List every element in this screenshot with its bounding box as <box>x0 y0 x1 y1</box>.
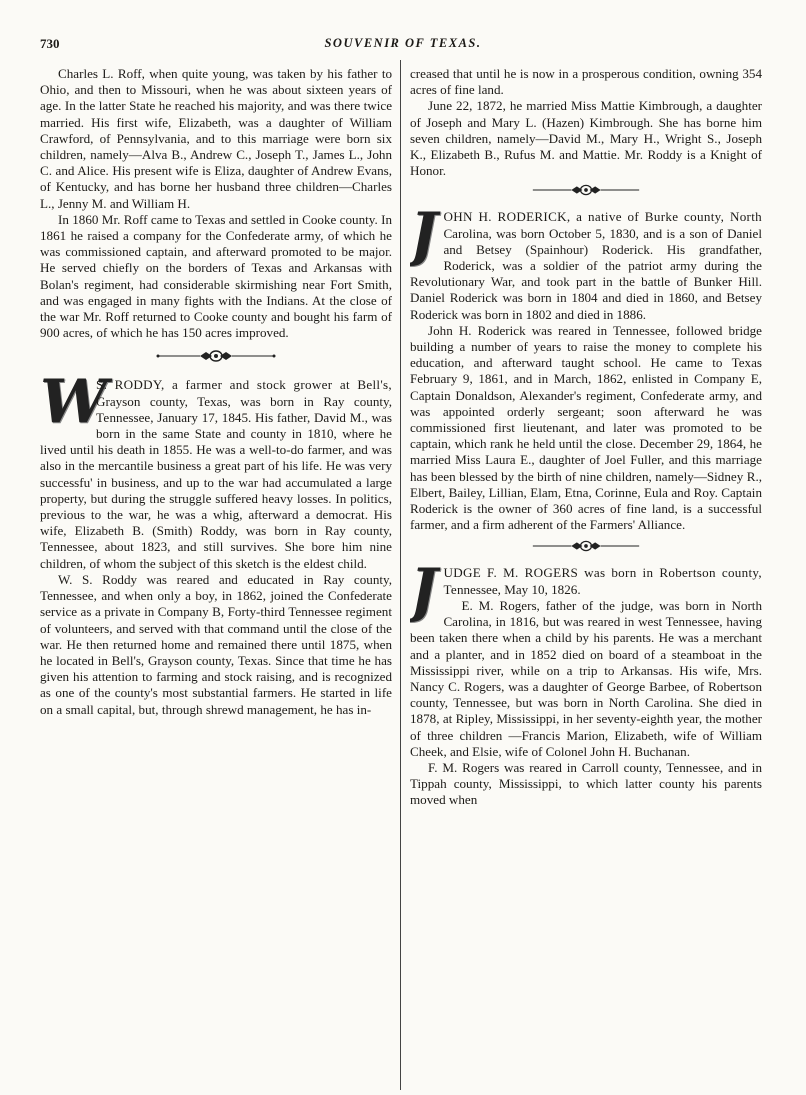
roff-paragraph-1: Charles L. Roff, when quite young, was taken by his father to Ohio, and then to Missouri, when he was about sixteen years of age. In the latter State he reached his majority, and was there twice married. His first wife, Elizabeth, was a daughter of William Crawford, of Pennsylvania, and to this marriage were born six children, namely—Alva B., Andrew C., Joseph T., James L., John C. and Alice. His present wife is Eliza, daughter of Andrew Evans, of Kentucky, and has borne her husband three children—Charles L., Jenny M. and William H. <box>40 66 392 211</box>
dropcap-w: W <box>40 367 108 438</box>
rogers-entry <box>410 556 762 759</box>
roddy-entry <box>40 367 392 571</box>
roddy-paragraph-3: June 22, 1872, he married Miss Mattie Kimbrough, a daughter of Joseph and Mary L. (Hazen) Kimbrough. She has borne him seven children, namely—David M., Mary H., Wright S., Joseph K., Elizabeth B., Rufus M. and Mattie. Mr. Roddy is a Knight of Honor. <box>410 98 762 179</box>
rogers-paragraph-1b: E. M. Rogers, father of the judge, was born in North Carolina, in 1816, but was reared in west Tennessee, having been taken there when a child by his parents. He was a merchant and a planter, and in 1852 died on board of a steamboat in the Mississippi river, while on a trip to Arkansas. His wife, Mrs. Nancy C. Rogers, was a daughter of George Barbee, of Robertson county, Tennessee, but was born in North Carolina. She died in 1878, at Ripley, Mississippi, in her seventy-eighth year, the mother of three children —Francis Marion, Elizabeth, wife of William Cheek, and Elsie, wife of Colonel John H. Buchanan. <box>410 597 762 759</box>
right-column <box>410 66 762 1086</box>
scroll-ornament-icon <box>531 539 641 553</box>
rogers-lead-paragraph: UDGE F. M. ROGERS was born in Robertson county, Tennessee, May 10, 1826. <box>443 565 762 597</box>
column-divider <box>400 60 401 1090</box>
section-ornament-2 <box>410 183 762 201</box>
section-ornament-3 <box>410 539 762 557</box>
dropcap-j-2: J <box>410 556 438 625</box>
section-ornament <box>40 349 392 367</box>
rogers-paragraph-2: F. M. Rogers was reared in Carroll county, Tennessee, and in Tippah county, Mississippi, to which latter county his parents moved when <box>410 759 762 808</box>
left-column <box>40 66 392 1086</box>
scroll-ornament-icon <box>531 183 641 197</box>
page-header <box>40 36 766 58</box>
scroll-ornament-icon <box>156 349 276 363</box>
dropcap-j: J <box>410 200 438 269</box>
page-number: 730 <box>40 36 60 51</box>
roddy-continued: creased that until he is now in a prosperous condition, owning 354 acres of fine land. <box>410 66 762 98</box>
running-head: SOUVENIR OF TEXAS. <box>324 36 482 50</box>
roderick-paragraph-2: John H. Roderick was reared in Tennessee, followed bridge building a number of years to raise the money to complete his education, and afterward taught school. He came to Texas February 9, 1861, and in March, 1862, enlisted in Company E, Captain Donaldson, Alexander's regiment, Confederate army, and was appointed orderly sergeant; soon afterward he was commissioned first lieutenant, and later was promoted to be captain, which rank he held until the close. December 29, 1864, he married Miss Laura E., daughter of Joel Fuller, and this marriage has been blessed by the birth of nine children, namely—Sidney R., Elbert, Bailey, Lillian, Elam, Etna, Corinne, Eula and Roy. Captain Roderick is the owner of 360 acres of fine land, is a successful farmer, and a firm adherent of the Farmers' Alliance. <box>410 322 762 533</box>
roff-paragraph-2: In 1860 Mr. Roff came to Texas and settled in Cooke county. In 1861 he raised a company for the Confederate army, of which he was commissioned captain, and afterward promoted to be major. He served chiefly on the borders of Texas and Arkansas with Bolan's regiment, had considerable skirmishing near Fort Smith, and was engaged in many fights with the Indians. At the close of the war Mr. Roff returned to Cooke county and bought his farm of 900 acres, of which he has 150 acres improved. <box>40 211 392 341</box>
roddy-paragraph-2: W. S. Roddy was reared and educated in Ray county, Tennessee, and when only a boy, in 1862, joined the Confederate service as a private in Company B, Forty-third Tennessee regiment of volunteers, and served with that command until the close of the war. He then returned home and remained there until 1875, when he located in Bell's, Grayson county, Texas. Since that time he has given his attention to farming and stock raising, and is recognized as one of the county's most substantial farmers. He started in life on a small capital, but, through shrewd management, he has in- <box>40 571 392 717</box>
roderick-lead-paragraph: OHN H. RODERICK, a native of Burke county, North Carolina, was born October 5, 1830, and is a son of Daniel and Betsey (Spainhour) Roderick. His grandfather, Roderick, was a soldier of the patriot army during the Revolutionary War, and took part in the battle of Bunker Hill. Daniel Roderick was born in 1804 and died in 1860, and Betsey Roderick was born in 1802 and died in 1886. <box>410 209 762 322</box>
roderick-entry <box>410 200 762 322</box>
roddy-lead-paragraph: S. RODDY, a farmer and stock grower at Bell's, Grayson county, Texas, was born in Ray county, Tennessee, January 17, 1845. His father, David M., was born in the same State and county in 1810, where he lived until his death in 1855. He was a well-to-do farmer, and was also in the mercantile business a great part of his life. He was very successfu' in business, and up to the war had accumulated a large property, but during the struggle suffered heavy losses. In politics, previous to the war, he was a whig, afterward a democrat. His wife, Elizabeth B. (Smith) Roddy, was born in Ray county, Tennessee, about 1823, and still survives. She bore him nine children, of whom the subject of this sketch is the eldest child. <box>40 377 392 571</box>
